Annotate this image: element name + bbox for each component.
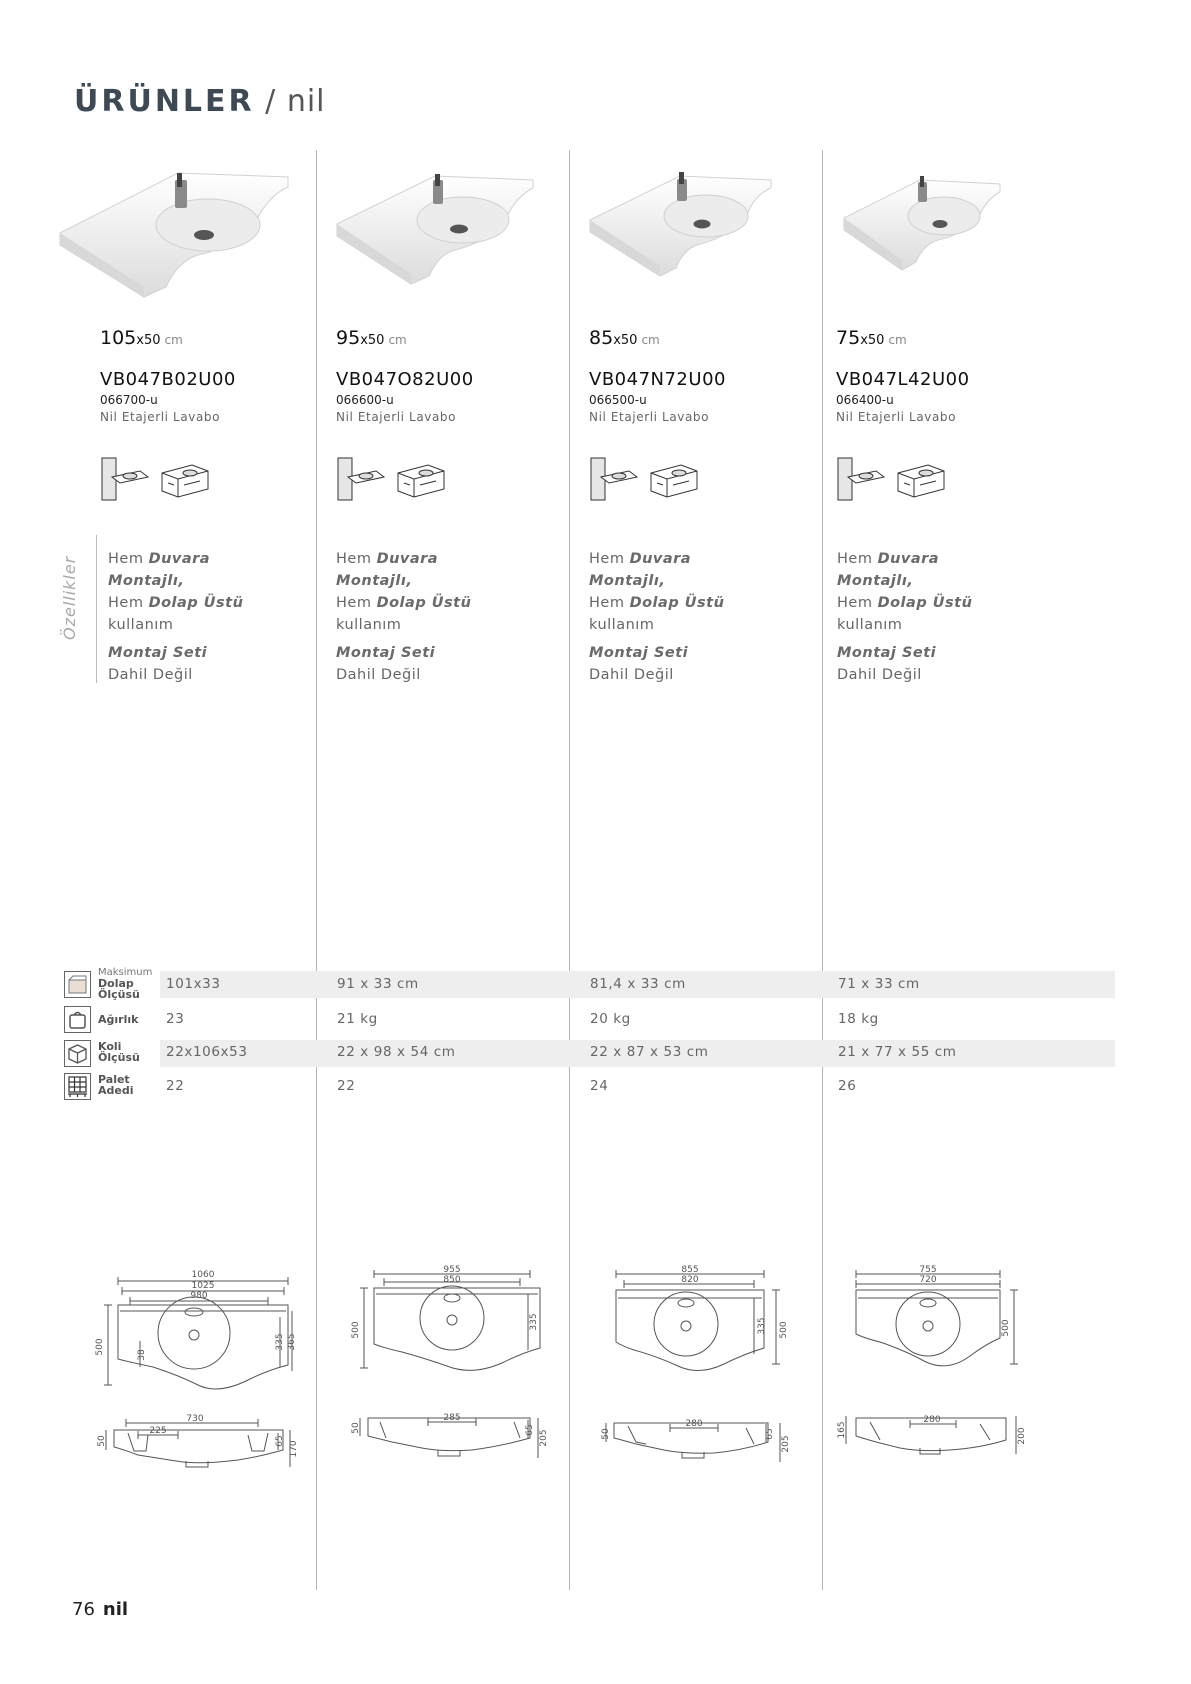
product-subcode: 066500-u: [589, 393, 647, 407]
dim-label: 500: [95, 1338, 105, 1356]
dim-label: 200: [1017, 1427, 1027, 1445]
dim-label: 50: [601, 1428, 611, 1440]
column-divider: [316, 150, 317, 1590]
dim-label: 205: [781, 1435, 791, 1453]
product-size: 85x50 cm: [589, 327, 660, 349]
product-code: VB047N72U00: [589, 369, 726, 390]
mounting-icons: [100, 455, 210, 505]
mounting-icons: [836, 455, 946, 505]
spec-weight: 20 kg: [590, 1011, 631, 1027]
product-code: VB047B02U00: [100, 369, 236, 390]
mounting-icons: [589, 455, 699, 505]
spec-box: 22 x 98 x 54 cm: [337, 1044, 456, 1060]
dim-label: 365: [287, 1333, 297, 1351]
product-subcode: 066600-u: [336, 393, 394, 407]
page-title: ÜRÜNLER / nil: [74, 84, 326, 119]
countertop-icon: [162, 465, 208, 497]
dim-label: 755: [919, 1265, 937, 1275]
spec-pallet: 22: [337, 1078, 356, 1094]
product-description: Nil Etajerli Lavabo: [589, 410, 710, 424]
spec-cabinet: 71 x 33 cm: [838, 976, 920, 992]
product-size: 95x50 cm: [336, 327, 407, 349]
product-features: Hem Duvara Montajlı, Hem Dolap Üstü kullanım Montaj Seti Dahil Değil: [837, 551, 973, 683]
countertop-icon: [651, 465, 697, 497]
product-description: Nil Etajerli Lavabo: [336, 410, 457, 424]
spec-label-box: Koli Ölçüsü: [98, 1040, 140, 1064]
column-divider: [822, 150, 823, 1590]
product-image: [588, 162, 773, 280]
dim-label: 50: [351, 1422, 361, 1434]
technical-drawing: [95, 1255, 308, 1495]
dim-label: 65: [765, 1428, 775, 1440]
spec-weight: 21 kg: [337, 1011, 378, 1027]
dim-label: 730: [186, 1414, 204, 1424]
dim-label: 335: [275, 1333, 285, 1351]
dim-label: 335: [757, 1317, 767, 1335]
product-features: Hem Duvara Montajlı, Hem Dolap Üstü kullanım Montaj Seti Dahil Değil: [589, 551, 725, 683]
cabinet-icon: [64, 971, 91, 998]
dim-label: 1060: [191, 1270, 215, 1280]
dim-label: 335: [529, 1313, 539, 1331]
spec-cabinet: 101x33: [166, 976, 221, 992]
product-image: [842, 168, 1002, 273]
countertop-icon: [398, 465, 444, 497]
product-image: [335, 162, 535, 287]
dim-label: 500: [779, 1321, 789, 1339]
wall-mount-icon: [838, 458, 884, 500]
spec-label-weight: Ağırlık: [98, 1013, 139, 1026]
product-code: VB047L42U00: [836, 369, 970, 390]
product-subcode: 066700-u: [100, 393, 158, 407]
mounting-icons: [336, 455, 446, 505]
spec-label-cabinet: Maksimum Dolap Ölçüsü: [98, 967, 153, 1001]
product-features: Hem Duvara Montajlı, Hem Dolap Üstü kullanım Montaj Seti Dahil Değil: [336, 551, 472, 683]
product-description: Nil Etajerli Lavabo: [836, 410, 957, 424]
dim-label: 50: [97, 1435, 107, 1447]
weight-icon: [64, 1006, 91, 1033]
dim-label: 500: [1001, 1319, 1011, 1337]
dim-label: 65: [275, 1435, 285, 1447]
dim-label: 280: [923, 1415, 941, 1425]
dim-label: 850: [443, 1275, 461, 1285]
dim-label: 165: [837, 1421, 847, 1439]
product-description: Nil Etajerli Lavabo: [100, 410, 221, 424]
spec-pallet: 22: [166, 1078, 185, 1094]
product-code: VB047O82U00: [336, 369, 474, 390]
column-divider: [569, 150, 570, 1590]
page-number: 76: [72, 1599, 95, 1620]
dim-label: 38: [137, 1349, 147, 1361]
product-size: 105x50 cm: [100, 327, 183, 349]
technical-drawing: [837, 1258, 1040, 1488]
dim-label: 225: [149, 1426, 167, 1436]
dim-label: 855: [681, 1265, 699, 1275]
features-label: Özellikler: [60, 555, 79, 640]
box-icon: [64, 1040, 91, 1067]
dim-label: 205: [539, 1429, 549, 1447]
product-size: 75x50 cm: [836, 327, 907, 349]
product-features: Hem Duvara Montajlı, Hem Dolap Üstü kullanım Montaj Seti Dahil Değil: [108, 551, 244, 683]
product-subcode: 066400-u: [836, 393, 894, 407]
product-image: [58, 155, 290, 300]
dim-label: 280: [685, 1419, 703, 1429]
spec-cabinet: 81,4 x 33 cm: [590, 976, 686, 992]
dim-label: 285: [443, 1413, 461, 1423]
spec-box: 21 x 77 x 55 cm: [838, 1044, 957, 1060]
spec-cabinet: 91 x 33 cm: [337, 976, 419, 992]
spec-box: 22x106x53: [166, 1044, 248, 1060]
dim-label: 500: [351, 1321, 361, 1339]
countertop-icon: [898, 465, 944, 497]
dim-label: 1025: [191, 1281, 215, 1291]
pallet-icon: [64, 1073, 91, 1100]
page-footer: [72, 1599, 128, 1620]
spec-pallet: 26: [838, 1078, 857, 1094]
spec-box: 22 x 87 x 53 cm: [590, 1044, 709, 1060]
dim-label: 955: [443, 1265, 461, 1275]
features-divider: [96, 535, 97, 683]
dim-label: 65: [525, 1424, 535, 1436]
spec-weight: 18 kg: [838, 1011, 879, 1027]
wall-mount-icon: [102, 458, 148, 500]
spec-pallet: 24: [590, 1078, 609, 1094]
technical-drawing: [352, 1258, 552, 1488]
dim-label: 720: [919, 1275, 937, 1285]
spec-label-pallet: Palet Adedi: [98, 1073, 134, 1097]
dim-label: 980: [190, 1291, 208, 1301]
dim-label: 170: [289, 1440, 299, 1458]
dim-label: 820: [681, 1275, 699, 1285]
page-name: nil: [102, 1599, 129, 1620]
wall-mount-icon: [591, 458, 637, 500]
spec-weight: 23: [166, 1011, 185, 1027]
wall-mount-icon: [338, 458, 384, 500]
technical-drawing: [601, 1258, 804, 1488]
